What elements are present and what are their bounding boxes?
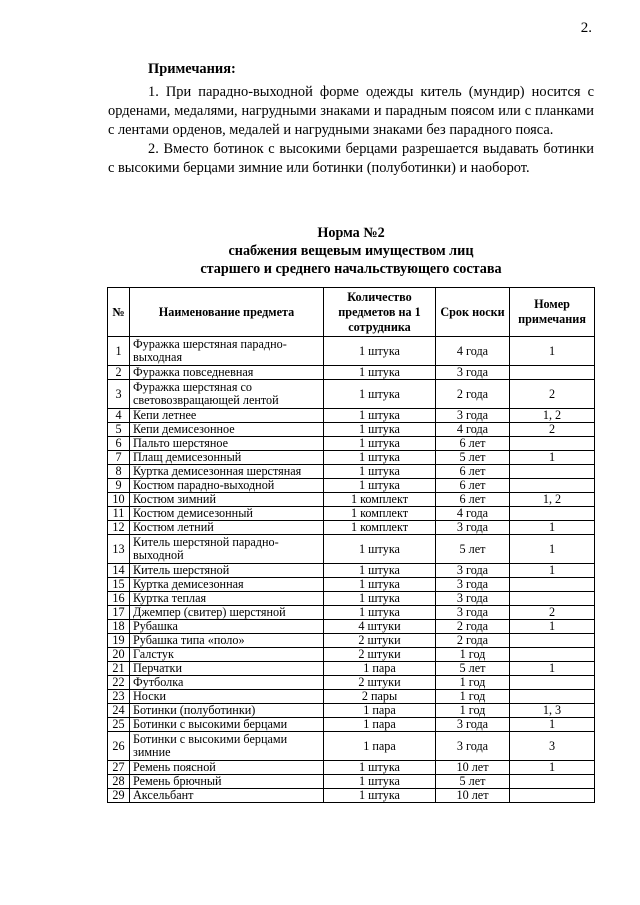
- item-name: Китель шерстяной парадно-выходной: [130, 535, 324, 564]
- item-quantity: 1 штука: [324, 366, 436, 380]
- row-number: 7: [108, 451, 130, 465]
- item-name: Костюм летний: [130, 521, 324, 535]
- column-header-wear-period: Срок носки: [436, 288, 510, 337]
- table-row: [108, 366, 595, 380]
- item-quantity: 1 комплект: [324, 521, 436, 535]
- item-name: Плащ демисезонный: [130, 451, 324, 465]
- wear-period: 2 года: [436, 620, 510, 634]
- item-name: Ботинки с высокими берцами зимние: [130, 732, 324, 761]
- item-name: Костюм демисезонный: [130, 507, 324, 521]
- note-number: 1: [510, 620, 595, 634]
- item-quantity: 2 штуки: [324, 634, 436, 648]
- row-number: 3: [108, 380, 130, 409]
- item-quantity: 1 штука: [324, 578, 436, 592]
- table-row: [108, 423, 595, 437]
- note-number: 1: [510, 761, 595, 775]
- table-row: [108, 634, 595, 648]
- row-number: 19: [108, 634, 130, 648]
- wear-period: 1 год: [436, 704, 510, 718]
- item-name: Ботинки с высокими берцами: [130, 718, 324, 732]
- note-number: 1: [510, 718, 595, 732]
- table-row: [108, 606, 595, 620]
- note-number: [510, 592, 595, 606]
- table-row: [108, 535, 595, 564]
- row-number: 1: [108, 337, 130, 366]
- row-number: 5: [108, 423, 130, 437]
- item-quantity: 1 комплект: [324, 507, 436, 521]
- table-row: [108, 662, 595, 676]
- row-number: 4: [108, 409, 130, 423]
- row-number: 14: [108, 564, 130, 578]
- note-number: [510, 690, 595, 704]
- row-number: 9: [108, 479, 130, 493]
- row-number: 25: [108, 718, 130, 732]
- item-name: Кепи летнее: [130, 409, 324, 423]
- note-number: [510, 479, 595, 493]
- note-1: 1. При парадно-выходной форме одежды китель (мундир) носится с орденами, медалями, нагрудными знаками и парадным поясом или с планками с лентами орденов, медалей и нагрудными знаками без парадного пояса.: [108, 84, 594, 138]
- column-header-item-name: Наименование предмета: [130, 288, 324, 337]
- wear-period: 1 год: [436, 676, 510, 690]
- column-header-quantity: Количество предметов на 1 сотрудника: [324, 288, 436, 337]
- norm-title: Норма №2: [317, 225, 385, 241]
- page-number: 2.: [580, 20, 592, 36]
- item-name: Носки: [130, 690, 324, 704]
- item-quantity: 2 штуки: [324, 676, 436, 690]
- item-quantity: 1 штука: [324, 789, 436, 803]
- row-number: 24: [108, 704, 130, 718]
- table-row: [108, 789, 595, 803]
- notes-title: Примечания:: [148, 61, 236, 77]
- item-quantity: 1 штука: [324, 606, 436, 620]
- item-quantity: 1 штука: [324, 479, 436, 493]
- row-number: 21: [108, 662, 130, 676]
- table-row: [108, 718, 595, 732]
- wear-period: 10 лет: [436, 789, 510, 803]
- table-row: [108, 620, 595, 634]
- wear-period: 3 года: [436, 592, 510, 606]
- note-number: 1: [510, 337, 595, 366]
- note-number: 2: [510, 423, 595, 437]
- item-quantity: 2 пары: [324, 690, 436, 704]
- item-quantity: 1 пара: [324, 704, 436, 718]
- norm-subtitle-line-1: снабжения вещевым имуществом лиц: [228, 243, 474, 259]
- column-header-note-number: Номер примечания: [510, 288, 595, 337]
- wear-period: 10 лет: [436, 761, 510, 775]
- wear-period: 5 лет: [436, 451, 510, 465]
- table-row: [108, 564, 595, 578]
- item-quantity: 1 штука: [324, 775, 436, 789]
- wear-period: 3 года: [436, 564, 510, 578]
- wear-period: 3 года: [436, 409, 510, 423]
- row-number: 26: [108, 732, 130, 761]
- table-row: [108, 409, 595, 423]
- item-name: Куртка демисезонная шерстяная: [130, 465, 324, 479]
- note-number: [510, 578, 595, 592]
- note-number: [510, 507, 595, 521]
- note-number: 1, 2: [510, 409, 595, 423]
- item-quantity: 1 штука: [324, 465, 436, 479]
- item-name: Фуражка повседневная: [130, 366, 324, 380]
- row-number: 16: [108, 592, 130, 606]
- row-number: 8: [108, 465, 130, 479]
- item-quantity: 1 штука: [324, 592, 436, 606]
- item-quantity: 1 пара: [324, 718, 436, 732]
- wear-period: 3 года: [436, 521, 510, 535]
- wear-period: 1 год: [436, 690, 510, 704]
- table-row: [108, 437, 595, 451]
- item-name: Перчатки: [130, 662, 324, 676]
- table-row: [108, 521, 595, 535]
- item-name: Аксельбант: [130, 789, 324, 803]
- wear-period: 2 года: [436, 380, 510, 409]
- table-row: [108, 479, 595, 493]
- item-name: Джемпер (свитер) шерстяной: [130, 606, 324, 620]
- item-name: Ботинки (полуботинки): [130, 704, 324, 718]
- item-name: Фуражка шерстяная со световозвращающей лентой: [130, 380, 324, 409]
- table-row: [108, 648, 595, 662]
- wear-period: 6 лет: [436, 493, 510, 507]
- item-name: Китель шерстяной: [130, 564, 324, 578]
- row-number: 17: [108, 606, 130, 620]
- item-name: Футболка: [130, 676, 324, 690]
- table-row: [108, 465, 595, 479]
- note-number: 1: [510, 451, 595, 465]
- norm-heading: [108, 224, 594, 278]
- item-name: Ремень поясной: [130, 761, 324, 775]
- table-body: [108, 337, 595, 803]
- wear-period: 4 года: [436, 423, 510, 437]
- table-row: [108, 507, 595, 521]
- item-quantity: 1 штука: [324, 337, 436, 366]
- item-quantity: 1 штука: [324, 761, 436, 775]
- table-row: [108, 775, 595, 789]
- note-number: 1, 2: [510, 493, 595, 507]
- item-name: Фуражка шерстяная парадно-выходная: [130, 337, 324, 366]
- wear-period: 5 лет: [436, 775, 510, 789]
- item-name: Куртка теплая: [130, 592, 324, 606]
- row-number: 12: [108, 521, 130, 535]
- item-quantity: 1 штука: [324, 409, 436, 423]
- norm-subtitle-line-2: старшего и среднего начальствующего состава: [200, 261, 502, 277]
- row-number: 10: [108, 493, 130, 507]
- row-number: 27: [108, 761, 130, 775]
- table-row: [108, 732, 595, 761]
- wear-period: 5 лет: [436, 662, 510, 676]
- note-number: [510, 676, 595, 690]
- row-number: 11: [108, 507, 130, 521]
- item-name: Костюм парадно-выходной: [130, 479, 324, 493]
- wear-period: 3 года: [436, 366, 510, 380]
- note-number: 3: [510, 732, 595, 761]
- item-name: Куртка демисезонная: [130, 578, 324, 592]
- note-number: [510, 437, 595, 451]
- table-row: [108, 493, 595, 507]
- wear-period: 6 лет: [436, 479, 510, 493]
- item-quantity: 1 штука: [324, 451, 436, 465]
- note-number: 2: [510, 380, 595, 409]
- wear-period: 2 года: [436, 634, 510, 648]
- note-number: 1: [510, 564, 595, 578]
- table-row: [108, 592, 595, 606]
- note-number: [510, 648, 595, 662]
- item-quantity: 1 штука: [324, 437, 436, 451]
- item-name: Рубашка типа «поло»: [130, 634, 324, 648]
- note-number: 2: [510, 606, 595, 620]
- row-number: 18: [108, 620, 130, 634]
- wear-period: 4 года: [436, 337, 510, 366]
- table-row: [108, 761, 595, 775]
- wear-period: 3 года: [436, 718, 510, 732]
- table-row: [108, 690, 595, 704]
- item-name: Костюм зимний: [130, 493, 324, 507]
- table-header-row: [108, 288, 595, 337]
- table-row: [108, 380, 595, 409]
- wear-period: 3 года: [436, 606, 510, 620]
- item-quantity: 1 штука: [324, 380, 436, 409]
- note-number: [510, 366, 595, 380]
- table-row: [108, 578, 595, 592]
- item-quantity: 1 комплект: [324, 493, 436, 507]
- note-number: 1: [510, 535, 595, 564]
- wear-period: 3 года: [436, 578, 510, 592]
- wear-period: 4 года: [436, 507, 510, 521]
- row-number: 23: [108, 690, 130, 704]
- item-quantity: 1 пара: [324, 662, 436, 676]
- item-quantity: 1 пара: [324, 732, 436, 761]
- supply-norm-table: [107, 287, 595, 803]
- notes-section: [108, 60, 594, 178]
- item-quantity: 1 штука: [324, 423, 436, 437]
- table-row: [108, 451, 595, 465]
- note-number: [510, 789, 595, 803]
- wear-period: 6 лет: [436, 465, 510, 479]
- note-number: [510, 465, 595, 479]
- item-name: Ремень брючный: [130, 775, 324, 789]
- wear-period: 1 год: [436, 648, 510, 662]
- row-number: 22: [108, 676, 130, 690]
- column-header-number: №: [108, 288, 130, 337]
- wear-period: 3 года: [436, 732, 510, 761]
- note-number: [510, 634, 595, 648]
- wear-period: 6 лет: [436, 437, 510, 451]
- item-name: Кепи демисезонное: [130, 423, 324, 437]
- note-number: [510, 775, 595, 789]
- table-row: [108, 337, 595, 366]
- table-row: [108, 676, 595, 690]
- wear-period: 5 лет: [436, 535, 510, 564]
- row-number: 13: [108, 535, 130, 564]
- item-quantity: 4 штуки: [324, 620, 436, 634]
- row-number: 15: [108, 578, 130, 592]
- item-name: Пальто шерстяное: [130, 437, 324, 451]
- note-number: 1, 3: [510, 704, 595, 718]
- item-quantity: 1 штука: [324, 564, 436, 578]
- row-number: 20: [108, 648, 130, 662]
- item-name: Галстук: [130, 648, 324, 662]
- note-number: 1: [510, 662, 595, 676]
- table-row: [108, 704, 595, 718]
- item-quantity: 1 штука: [324, 535, 436, 564]
- row-number: 2: [108, 366, 130, 380]
- item-quantity: 2 штуки: [324, 648, 436, 662]
- item-name: Рубашка: [130, 620, 324, 634]
- row-number: 29: [108, 789, 130, 803]
- note-2: 2. Вместо ботинок с высокими берцами разрешается выдавать ботинки с высокими берцами зимние или ботинки (полуботинки) и наоборот.: [108, 141, 594, 176]
- note-number: 1: [510, 521, 595, 535]
- row-number: 28: [108, 775, 130, 789]
- row-number: 6: [108, 437, 130, 451]
